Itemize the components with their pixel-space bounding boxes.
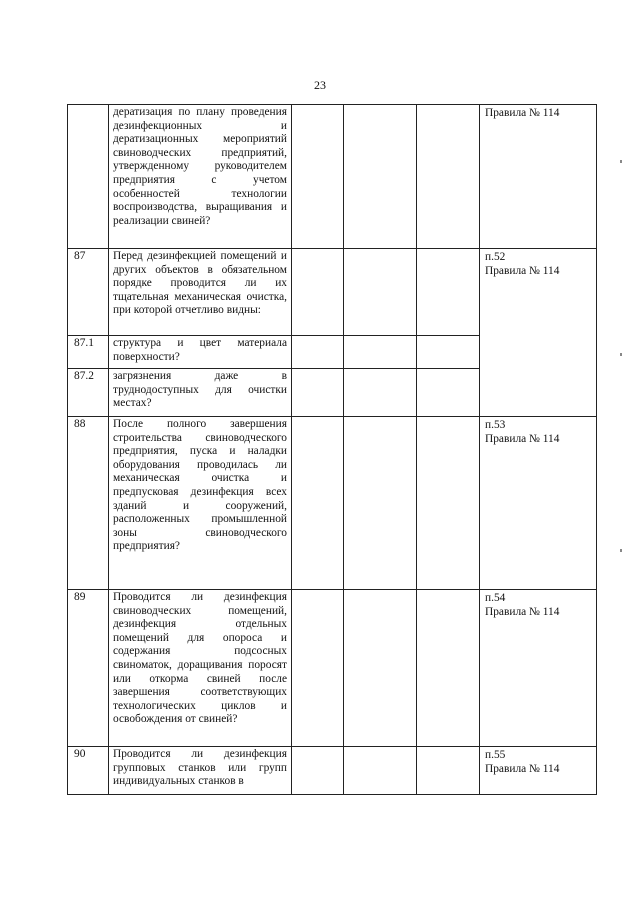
legal-reference xyxy=(480,105,597,249)
answer-cell-no xyxy=(344,105,417,249)
reference-line-2: Правила № 114 xyxy=(485,265,560,277)
answer-cell-yes xyxy=(292,417,344,590)
reference-line-1: п.53 xyxy=(485,419,506,431)
requirement-text: загрязнения даже в труднодоступных для очистки местах? xyxy=(109,369,292,417)
answer-cell-na xyxy=(417,249,480,336)
answer-cell-yes xyxy=(292,249,344,336)
legal-reference xyxy=(480,369,597,417)
answer-cell-yes xyxy=(292,590,344,747)
table-row xyxy=(68,249,597,336)
reference-line-1: п.52 xyxy=(485,251,506,263)
table-row xyxy=(68,336,597,369)
requirement-text: структура и цвет материала поверхности? xyxy=(109,336,292,369)
answer-cell-yes xyxy=(292,369,344,417)
answer-cell-na xyxy=(417,417,480,590)
scan-artifact xyxy=(620,549,622,552)
answer-cell-na xyxy=(417,105,480,249)
answer-cell-no xyxy=(344,336,417,369)
reference-line-2: Правила № 114 xyxy=(485,433,560,445)
answer-cell-na xyxy=(417,336,480,369)
answer-cell-yes xyxy=(292,105,344,249)
reference-line-1: п.54 xyxy=(485,592,506,604)
legal-reference xyxy=(480,590,597,747)
answer-cell-na xyxy=(417,369,480,417)
answer-cell-no xyxy=(344,590,417,747)
answer-cell-na xyxy=(417,747,480,795)
requirement-text: Проводится ли дезинфекция групповых станков или групп индивидуальных станков в xyxy=(109,747,292,795)
table-row xyxy=(68,417,597,590)
legal-reference xyxy=(480,249,597,336)
row-number: 87.1 xyxy=(68,336,109,369)
reference-line-1: п.55 xyxy=(485,749,506,761)
table-row xyxy=(68,590,597,747)
requirement-text: После полного завершения строительства свиноводческого предприятия, пуска и наладки оборудования проводилась ли механическая очистка и предпусковая дезинфекция всех зданий и сооружений, расположенных промышленной зоны свиноводческого предприятия? xyxy=(109,417,292,590)
legal-reference xyxy=(480,336,597,369)
legal-reference xyxy=(480,747,597,795)
answer-cell-yes xyxy=(292,336,344,369)
row-number: 90 xyxy=(68,747,109,795)
reference-line-2: Правила № 114 xyxy=(485,763,560,775)
row-number: 89 xyxy=(68,590,109,747)
requirement-text: дератизация по плану проведения дезинфекционных и дератизационных мероприятий свиноводческих предприятий, утвержденному руководителем предприятия с учетом особенностей технологии воспроизводства, выращивания и реализации свиней? xyxy=(109,105,292,249)
answer-cell-no xyxy=(344,369,417,417)
answer-cell-no xyxy=(344,417,417,590)
row-number: 88 xyxy=(68,417,109,590)
row-number: 87 xyxy=(68,249,109,336)
row-number xyxy=(68,105,109,249)
answer-cell-no xyxy=(344,249,417,336)
reference-line-2: Правила № 114 xyxy=(485,107,560,119)
reference-line-2: Правила № 114 xyxy=(485,606,560,618)
answer-cell-na xyxy=(417,590,480,747)
answer-cell-no xyxy=(344,747,417,795)
requirement-text: Перед дезинфекцией помещений и других объектов в обязательном порядке проводится ли их тщательная механическая очистка, при которой отчетливо видны: xyxy=(109,249,292,336)
requirement-text: Проводится ли дезинфекция свиноводческих помещений, дезинфекция отдельных помещений для опороса и содержания подсосных свиноматок, доращивания поросят или откорма свиней после завершения соответствующих технологических циклов и освобождения от свиней? xyxy=(109,590,292,747)
answer-cell-yes xyxy=(292,747,344,795)
legal-reference xyxy=(480,417,597,590)
table-row xyxy=(68,747,597,795)
table-row xyxy=(68,105,597,249)
checklist-table xyxy=(67,104,597,795)
scan-artifact xyxy=(620,353,622,356)
page-number: 23 xyxy=(314,78,326,92)
scan-artifact xyxy=(620,160,622,163)
row-number: 87.2 xyxy=(68,369,109,417)
table-row xyxy=(68,369,597,417)
